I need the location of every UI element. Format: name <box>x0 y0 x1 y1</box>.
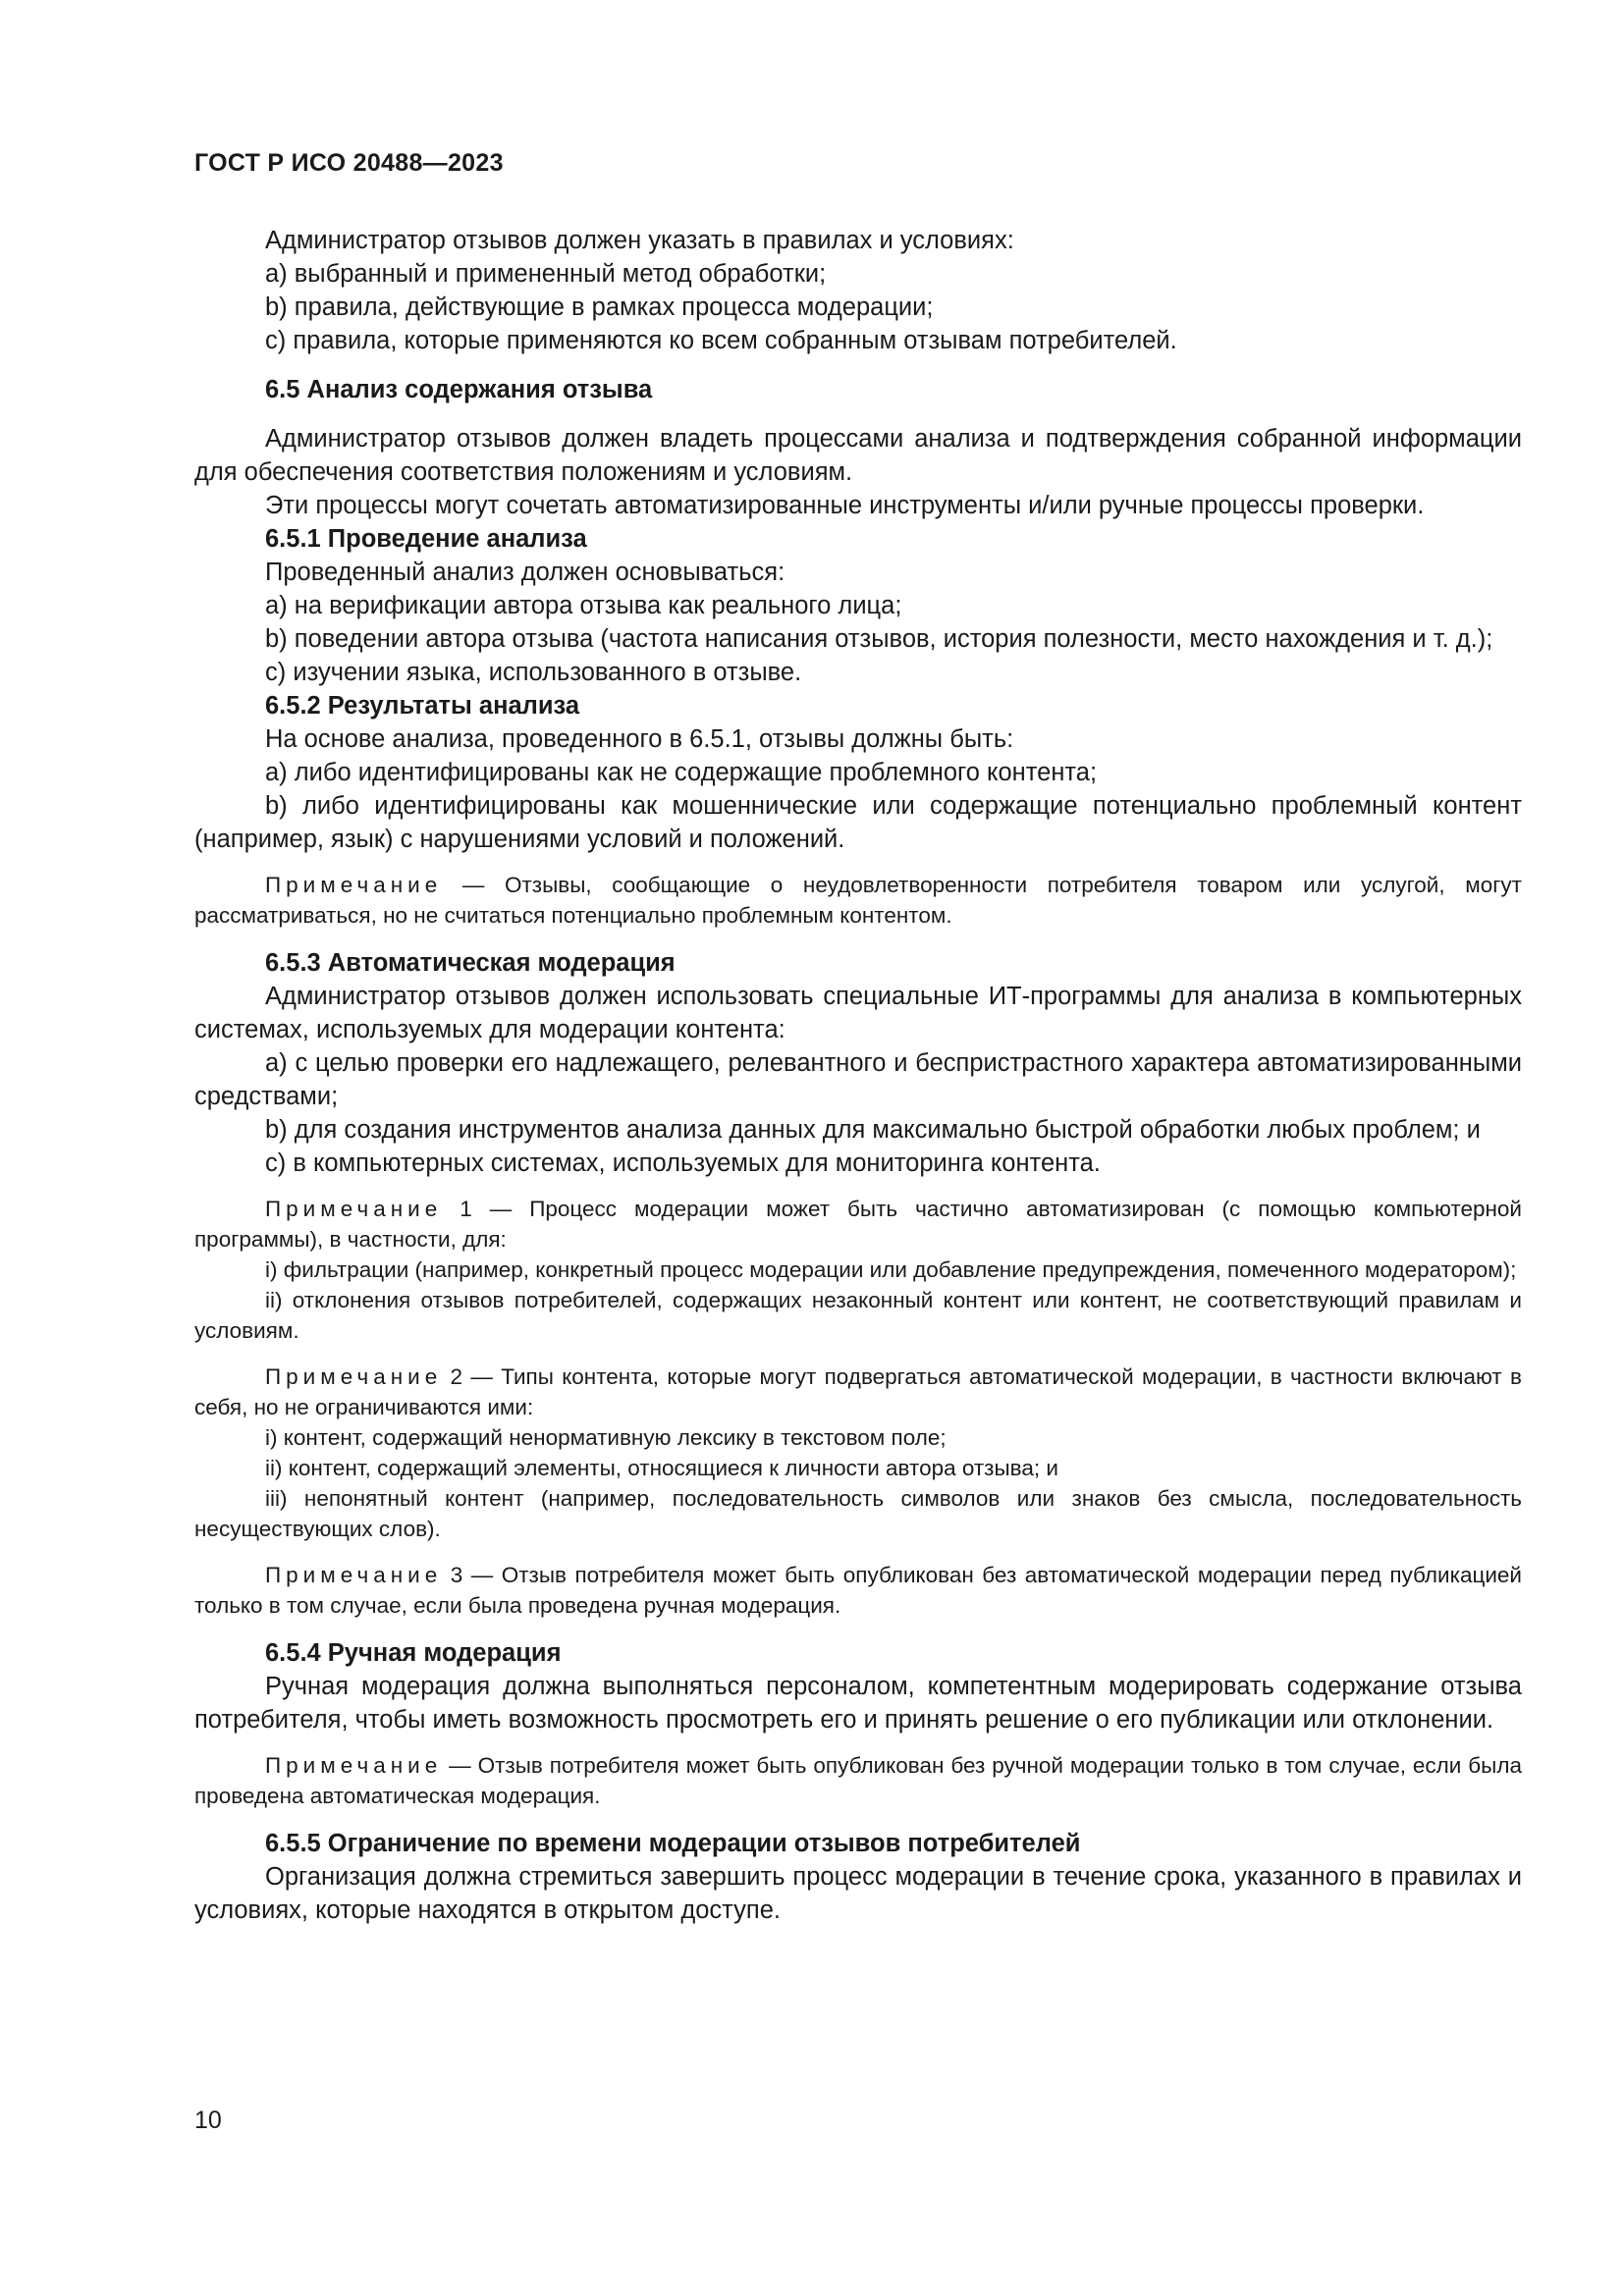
section-6-5-4-paragraph: Ручная модерация должна выполняться персоналом, компетентным модерировать содержание отзыва потребителя, чтобы иметь возможность просмотреть его и принять решение о его публикации или отклонении. <box>194 1673 1522 1734</box>
section-6-5-3-note-1 <box>194 1194 1522 1346</box>
intro-item-c: c) правила, которые применяются ко всем собранным отзывам потребителей. <box>265 327 1177 354</box>
section-6-5-3-note-3 <box>194 1560 1522 1621</box>
note-label: Примечание <box>265 1197 443 1221</box>
section-6-5-1-item-c: c) изучении языка, использованного в отзыве. <box>265 659 802 686</box>
section-6-5-paragraph-2: Эти процессы могут сочетать автоматизированные инструменты и/или ручные процессы проверки. <box>265 492 1425 519</box>
note-label: Примечание <box>265 1753 443 1778</box>
section-6-5-3-note-2 <box>194 1362 1522 1544</box>
note-label: Примечание <box>265 1364 443 1389</box>
section-6-5-4-heading: 6.5.4 Ручная модерация <box>265 1639 562 1667</box>
section-6-5-3-item-a: a) с целью проверки его надлежащего, релевантного и беспристрастного характера автоматизированными средствами; <box>194 1049 1522 1110</box>
note-label: Примечание <box>265 1563 443 1587</box>
note-text: — Отзыв потребителя может быть опубликован без ручной модерации только в том случае, если была проведена автоматическая модерация. <box>194 1753 1522 1808</box>
note-2-item-iii: iii) непонятный контент (например, последовательность символов или знаков без смысла, последовательность несуществующих слов). <box>194 1486 1522 1541</box>
note-1-item-i: i) фильтрации (например, конкретный процесс модерации или добавление предупреждения, помеченного модератором); <box>265 1257 1517 1282</box>
section-6-5-3-item-b: b) для создания инструментов анализа данных для максимально быстрой обработки любых проблем; и <box>265 1116 1481 1144</box>
section-6-5-1-item-b: b) поведении автора отзыва (частота написания отзывов, история полезности, место нахождения и т. д.); <box>265 625 1493 653</box>
section-6-5-5-heading: 6.5.5 Ограничение по времени модерации отзывов потребителей <box>265 1830 1081 1857</box>
section-6-5-1-item-a: a) на верификации автора отзыва как реального лица; <box>265 592 902 619</box>
note-text: 1 — Процесс модерации может быть частично автоматизирован (с помощью компьютерной программы), в частности, для: <box>194 1197 1522 1252</box>
section-6-5-heading: 6.5 Анализ содержания отзыва <box>265 376 653 403</box>
section-6-5-3-lead: Администратор отзывов должен использовать специальные ИТ-программы для анализа в компьютерных системах, используемых для модерации контента: <box>194 983 1522 1043</box>
section-6-5-2-note <box>194 870 1522 931</box>
page-number: 10 <box>194 2107 222 2134</box>
section-6-5-3-item-c: c) в компьютерных системах, используемых для мониторинга контента. <box>265 1149 1101 1177</box>
intro-item-b: b) правила, действующие в рамках процесса модерации; <box>265 294 934 321</box>
note-2-item-i: i) контент, содержащий ненормативную лексику в текстовом поле; <box>265 1425 947 1450</box>
intro-item-a: a) выбранный и примененный метод обработки; <box>265 260 827 288</box>
section-6-5-2-lead: На основе анализа, проведенного в 6.5.1, отзывы должны быть: <box>265 725 1014 753</box>
section-6-5-4-note <box>194 1750 1522 1811</box>
intro-lead: Администратор отзывов должен указать в правилах и условиях: <box>265 227 1014 254</box>
document-body <box>194 224 1522 1927</box>
note-text: 3 — Отзыв потребителя может быть опубликован без автоматической модерации перед публикацией только в том случае, если была проведена ручная модерация. <box>194 1563 1522 1618</box>
document-header: ГОСТ Р ИСО 20488—2023 <box>194 149 504 177</box>
section-6-5-paragraph-1: Администратор отзывов должен владеть процессами анализа и подтверждения собранной информации для обеспечения соответствия положениям и условиям. <box>194 425 1522 486</box>
note-1-item-ii: ii) отклонения отзывов потребителей, содержащих незаконный контент или контент, не соответствующий правилам и условиям. <box>194 1288 1522 1343</box>
note-2-item-ii: ii) контент, содержащий элементы, относящиеся к личности автора отзыва; и <box>265 1456 1058 1480</box>
section-6-5-1-heading: 6.5.1 Проведение анализа <box>265 525 587 553</box>
note-label: Примечание <box>265 873 443 897</box>
note-text: 2 — Типы контента, которые могут подвергаться автоматической модерации, в частности включают в себя, но не ограничиваются ими: <box>194 1364 1522 1419</box>
section-6-5-2-item-a: a) либо идентифицированы как не содержащие проблемного контента; <box>265 759 1098 786</box>
section-6-5-1-lead: Проведенный анализ должен основываться: <box>265 559 785 586</box>
section-6-5-5-paragraph: Организация должна стремиться завершить процесс модерации в течение срока, указанного в правилах и условиях, которые находятся в открытом доступе. <box>194 1863 1522 1924</box>
note-text: — Отзывы, сообщающие о неудовлетворенности потребителя товаром или услугой, могут рассматриваться, но не считаться потенциально проблемным контентом. <box>194 873 1522 928</box>
section-6-5-2-item-b: b) либо идентифицированы как мошеннические или содержащие потенциально проблемный контент (например, язык) с нарушениями условий и положений. <box>194 792 1522 853</box>
section-6-5-3-heading: 6.5.3 Автоматическая модерация <box>265 949 676 977</box>
section-6-5-2-heading: 6.5.2 Результаты анализа <box>265 692 580 720</box>
